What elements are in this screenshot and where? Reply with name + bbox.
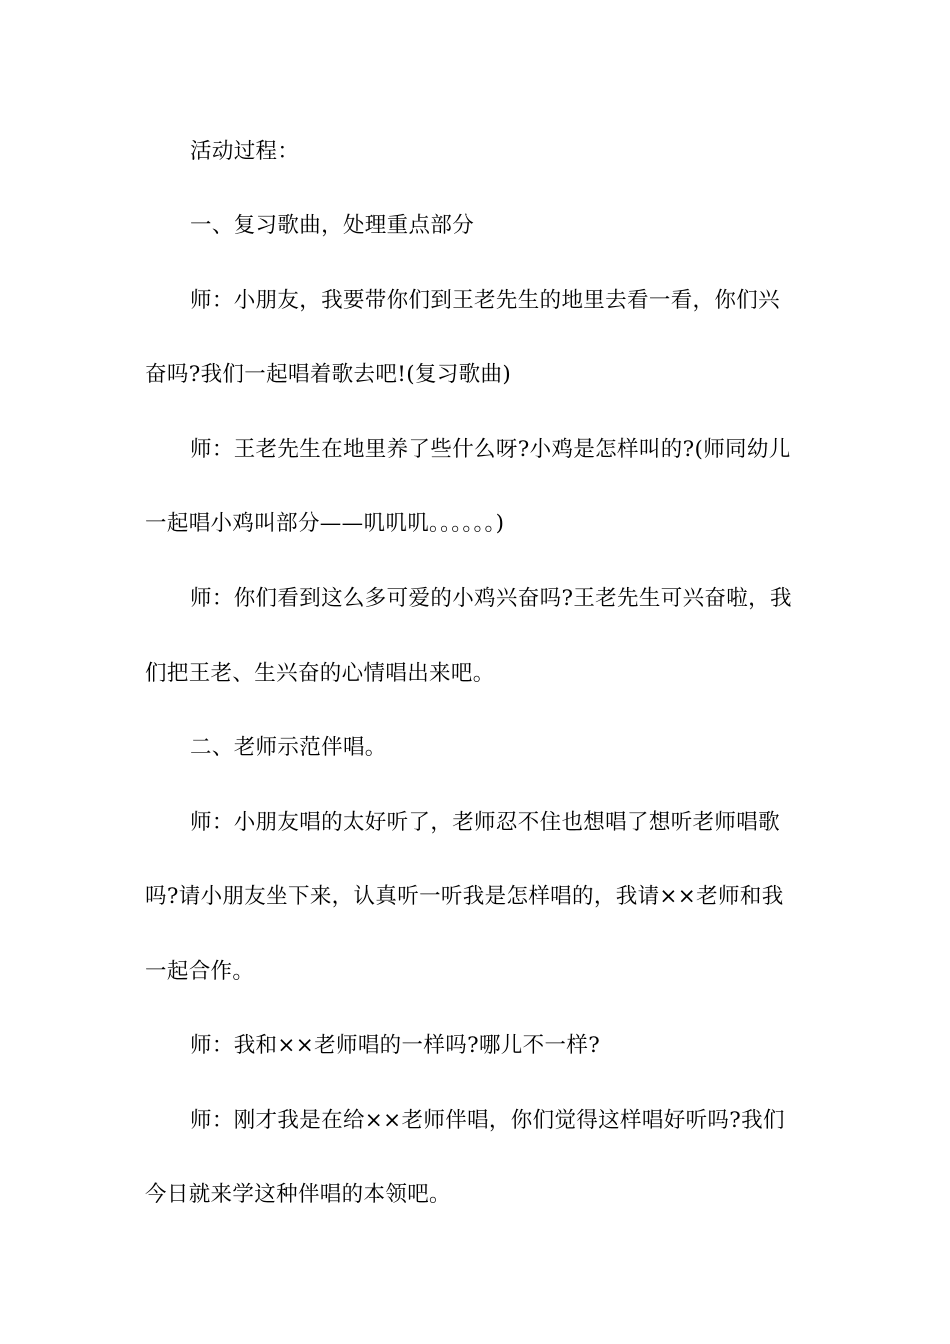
paragraph-line: 吗?请小朋友坐下来，认真听一听我是怎样唱的，我请××老师和我 — [145, 884, 784, 909]
paragraph-line: 们把王老、生兴奋的心情唱出来吧。 — [145, 661, 495, 686]
paragraph-line: 师：小朋友，我要带你们到王老先生的地里去看一看，你们兴 — [190, 288, 780, 313]
paragraph-line: 师：我和××老师唱的一样吗?哪儿不一样? — [190, 1033, 601, 1058]
section-heading-review-song: 一、复习歌曲，处理重点部分 — [190, 213, 475, 238]
section-heading-teacher-demo: 二、老师示范伴唱。 — [190, 735, 387, 760]
paragraph-line: 奋吗?我们一起唱着歌去吧!(复习歌曲) — [145, 362, 512, 387]
paragraph-line: 一起合作。 — [145, 959, 255, 984]
paragraph-line: 一起唱小鸡叫部分——叽叽叽。。。。。。) — [145, 511, 505, 536]
paragraph-line: 师：你们看到这么多可爱的小鸡兴奋吗?王老先生可兴奋啦，我 — [190, 586, 792, 611]
paragraph-line: 今日就来学这种伴唱的本领吧。 — [145, 1182, 451, 1207]
section-heading-activity-process: 活动过程： — [190, 139, 300, 164]
paragraph-line: 师：小朋友唱的太好听了，老师忍不住也想唱了想听老师唱歌 — [190, 810, 780, 835]
paragraph-line: 师：王老先生在地里养了些什么呀?小鸡是怎样叫的?(师同幼儿 — [190, 437, 791, 462]
paragraph-line: 师：刚才我是在给××老师伴唱，你们觉得这样唱好听吗?我们 — [190, 1108, 785, 1133]
